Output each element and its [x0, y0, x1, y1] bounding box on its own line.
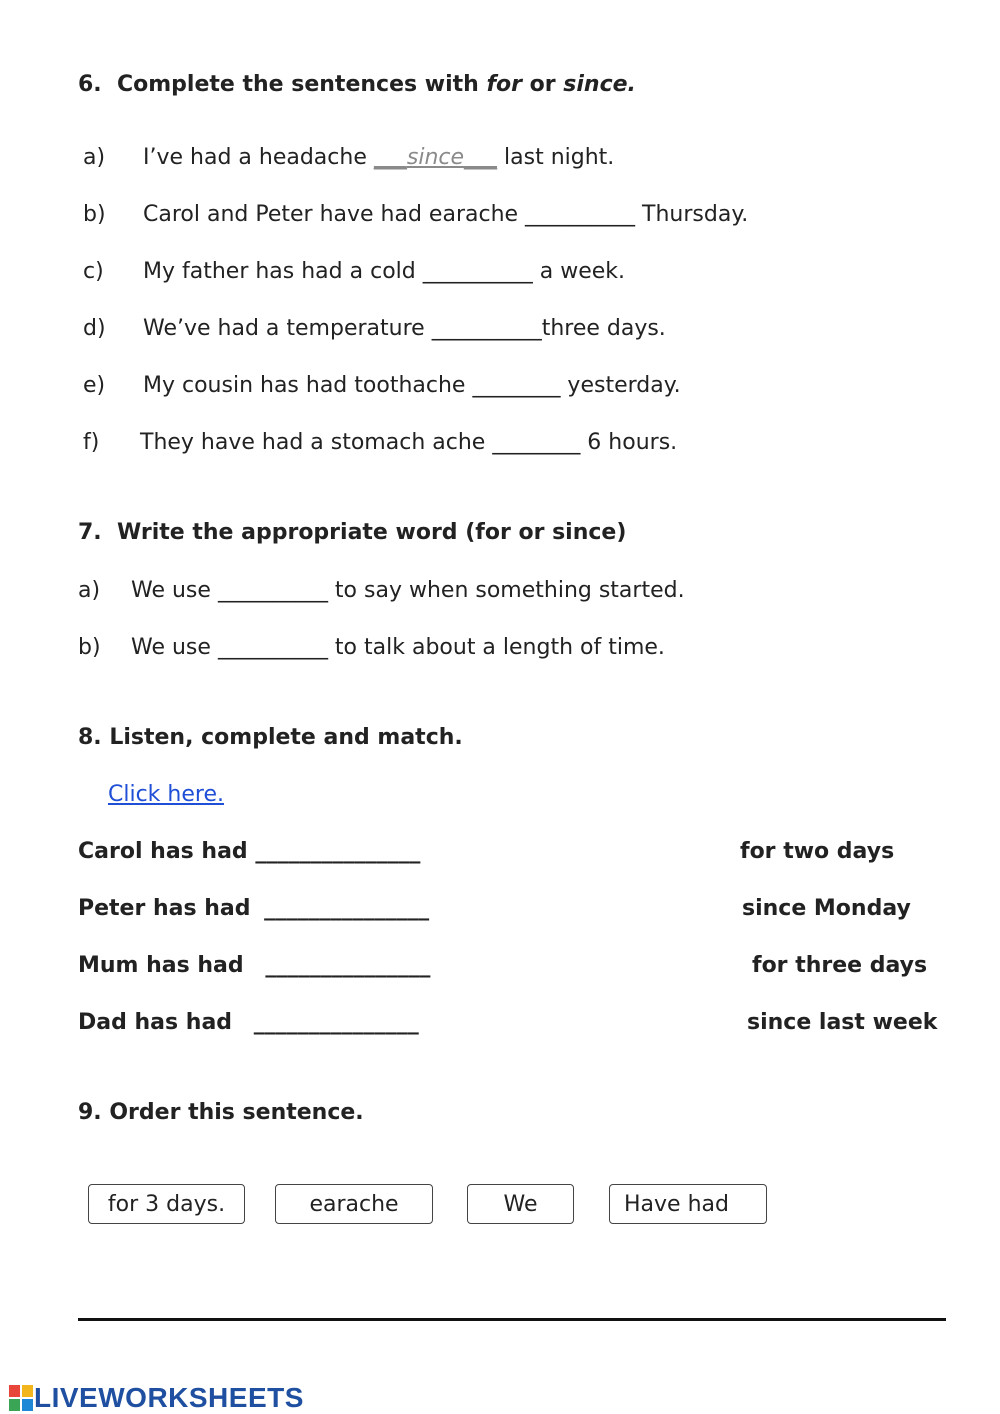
ex8-row-mum: Mum has had _______________	[78, 953, 431, 978]
ex6-item-c-letter: c)	[83, 259, 104, 284]
ex6-item-b-sentence: Carol and Peter have had earache __________ Thursday.	[143, 202, 749, 227]
ex6-item-d-answer-field[interactable]: __________	[431, 316, 542, 341]
ex6-item-f-sentence: They have had a stomach ache ________ 6 hours.	[140, 430, 678, 455]
word-chip-earache[interactable]: earache	[275, 1184, 433, 1224]
ex6-item-e-letter: e)	[83, 373, 106, 398]
ex8-match-for-three-days[interactable]: for three days	[752, 953, 928, 978]
ex6-item-b-answer-field[interactable]: __________	[525, 202, 636, 227]
ex6-item-b-letter: b)	[83, 202, 106, 227]
ex8-row-peter-answer-field[interactable]: _______________	[264, 896, 430, 921]
ex7-item-a-sentence: We use __________ to say when something started.	[131, 578, 685, 603]
ex8-row-mum-answer-field[interactable]: _______________	[265, 953, 431, 978]
word-chip-we[interactable]: We	[467, 1184, 574, 1224]
ex6-item-e-answer-field[interactable]: ________	[472, 373, 561, 398]
exercise-7-title: 7. Write the appropriate word (for or since)	[78, 520, 627, 545]
ex7-item-b-letter: b)	[78, 635, 101, 660]
ex8-row-dad: Dad has had _______________	[78, 1010, 419, 1035]
exercise-9-number: 9.	[78, 1100, 102, 1125]
liveworksheets-logo-text: LIVEWORKSHEETS	[34, 1382, 304, 1413]
ex7-item-a-letter: a)	[78, 578, 101, 603]
liveworksheets-logo-icon	[8, 1384, 34, 1412]
exercise-8-number: 8.	[78, 725, 102, 750]
ex6-item-d-letter: d)	[83, 316, 106, 341]
ex8-match-since-monday[interactable]: since Monday	[742, 896, 911, 921]
ex6-item-c-answer-field[interactable]: __________	[422, 259, 533, 284]
ex6-item-f-answer-field[interactable]: ________	[492, 430, 581, 455]
ex8-row-dad-answer-field[interactable]: _______________	[253, 1010, 419, 1035]
ex7-item-b-sentence: We use __________ to talk about a length of time.	[131, 635, 665, 660]
ex7-item-a-answer-field[interactable]: __________	[217, 578, 328, 603]
word-chip-have-had[interactable]: Have had	[609, 1184, 767, 1224]
ex6-item-f-letter: f)	[83, 430, 100, 455]
liveworksheets-logo	[8, 1382, 304, 1414]
exercise-8-title: 8. Listen, complete and match.	[78, 725, 463, 750]
ex6-item-a-sentence: I’ve had a headache ___since___ last night.	[143, 145, 615, 170]
ex8-row-carol-answer-field[interactable]: _______________	[255, 839, 421, 864]
ex8-row-peter: Peter has had _______________	[78, 896, 430, 921]
ex6-item-e-sentence: My cousin has had toothache ________ yesterday.	[143, 373, 681, 398]
ex8-row-carol: Carol has had _______________	[78, 839, 421, 864]
ex7-item-b-answer-field[interactable]: __________	[217, 635, 328, 660]
click-here-link[interactable]: Click here.	[108, 782, 224, 807]
ex8-match-for-two-days[interactable]: for two days	[740, 839, 895, 864]
ex6-item-d-sentence: We’ve had a temperature __________three days.	[143, 316, 666, 341]
word-chip-for-3-days[interactable]: for 3 days.	[88, 1184, 245, 1224]
sentence-answer-line[interactable]	[78, 1318, 946, 1321]
exercise-7-number: 7.	[78, 520, 102, 545]
exercise-6-title: 6. Complete the sentences with for or since.	[78, 72, 636, 97]
exercise-9-title: 9. Order this sentence.	[78, 1100, 364, 1125]
ex8-match-since-last-week[interactable]: since last week	[747, 1010, 938, 1035]
exercise-6-number: 6.	[78, 72, 102, 97]
ex6-item-a-answer-field[interactable]: ___since___	[373, 145, 498, 170]
ex6-item-a-letter: a)	[83, 145, 106, 170]
ex6-item-c-sentence: My father has had a cold __________ a week.	[143, 259, 625, 284]
